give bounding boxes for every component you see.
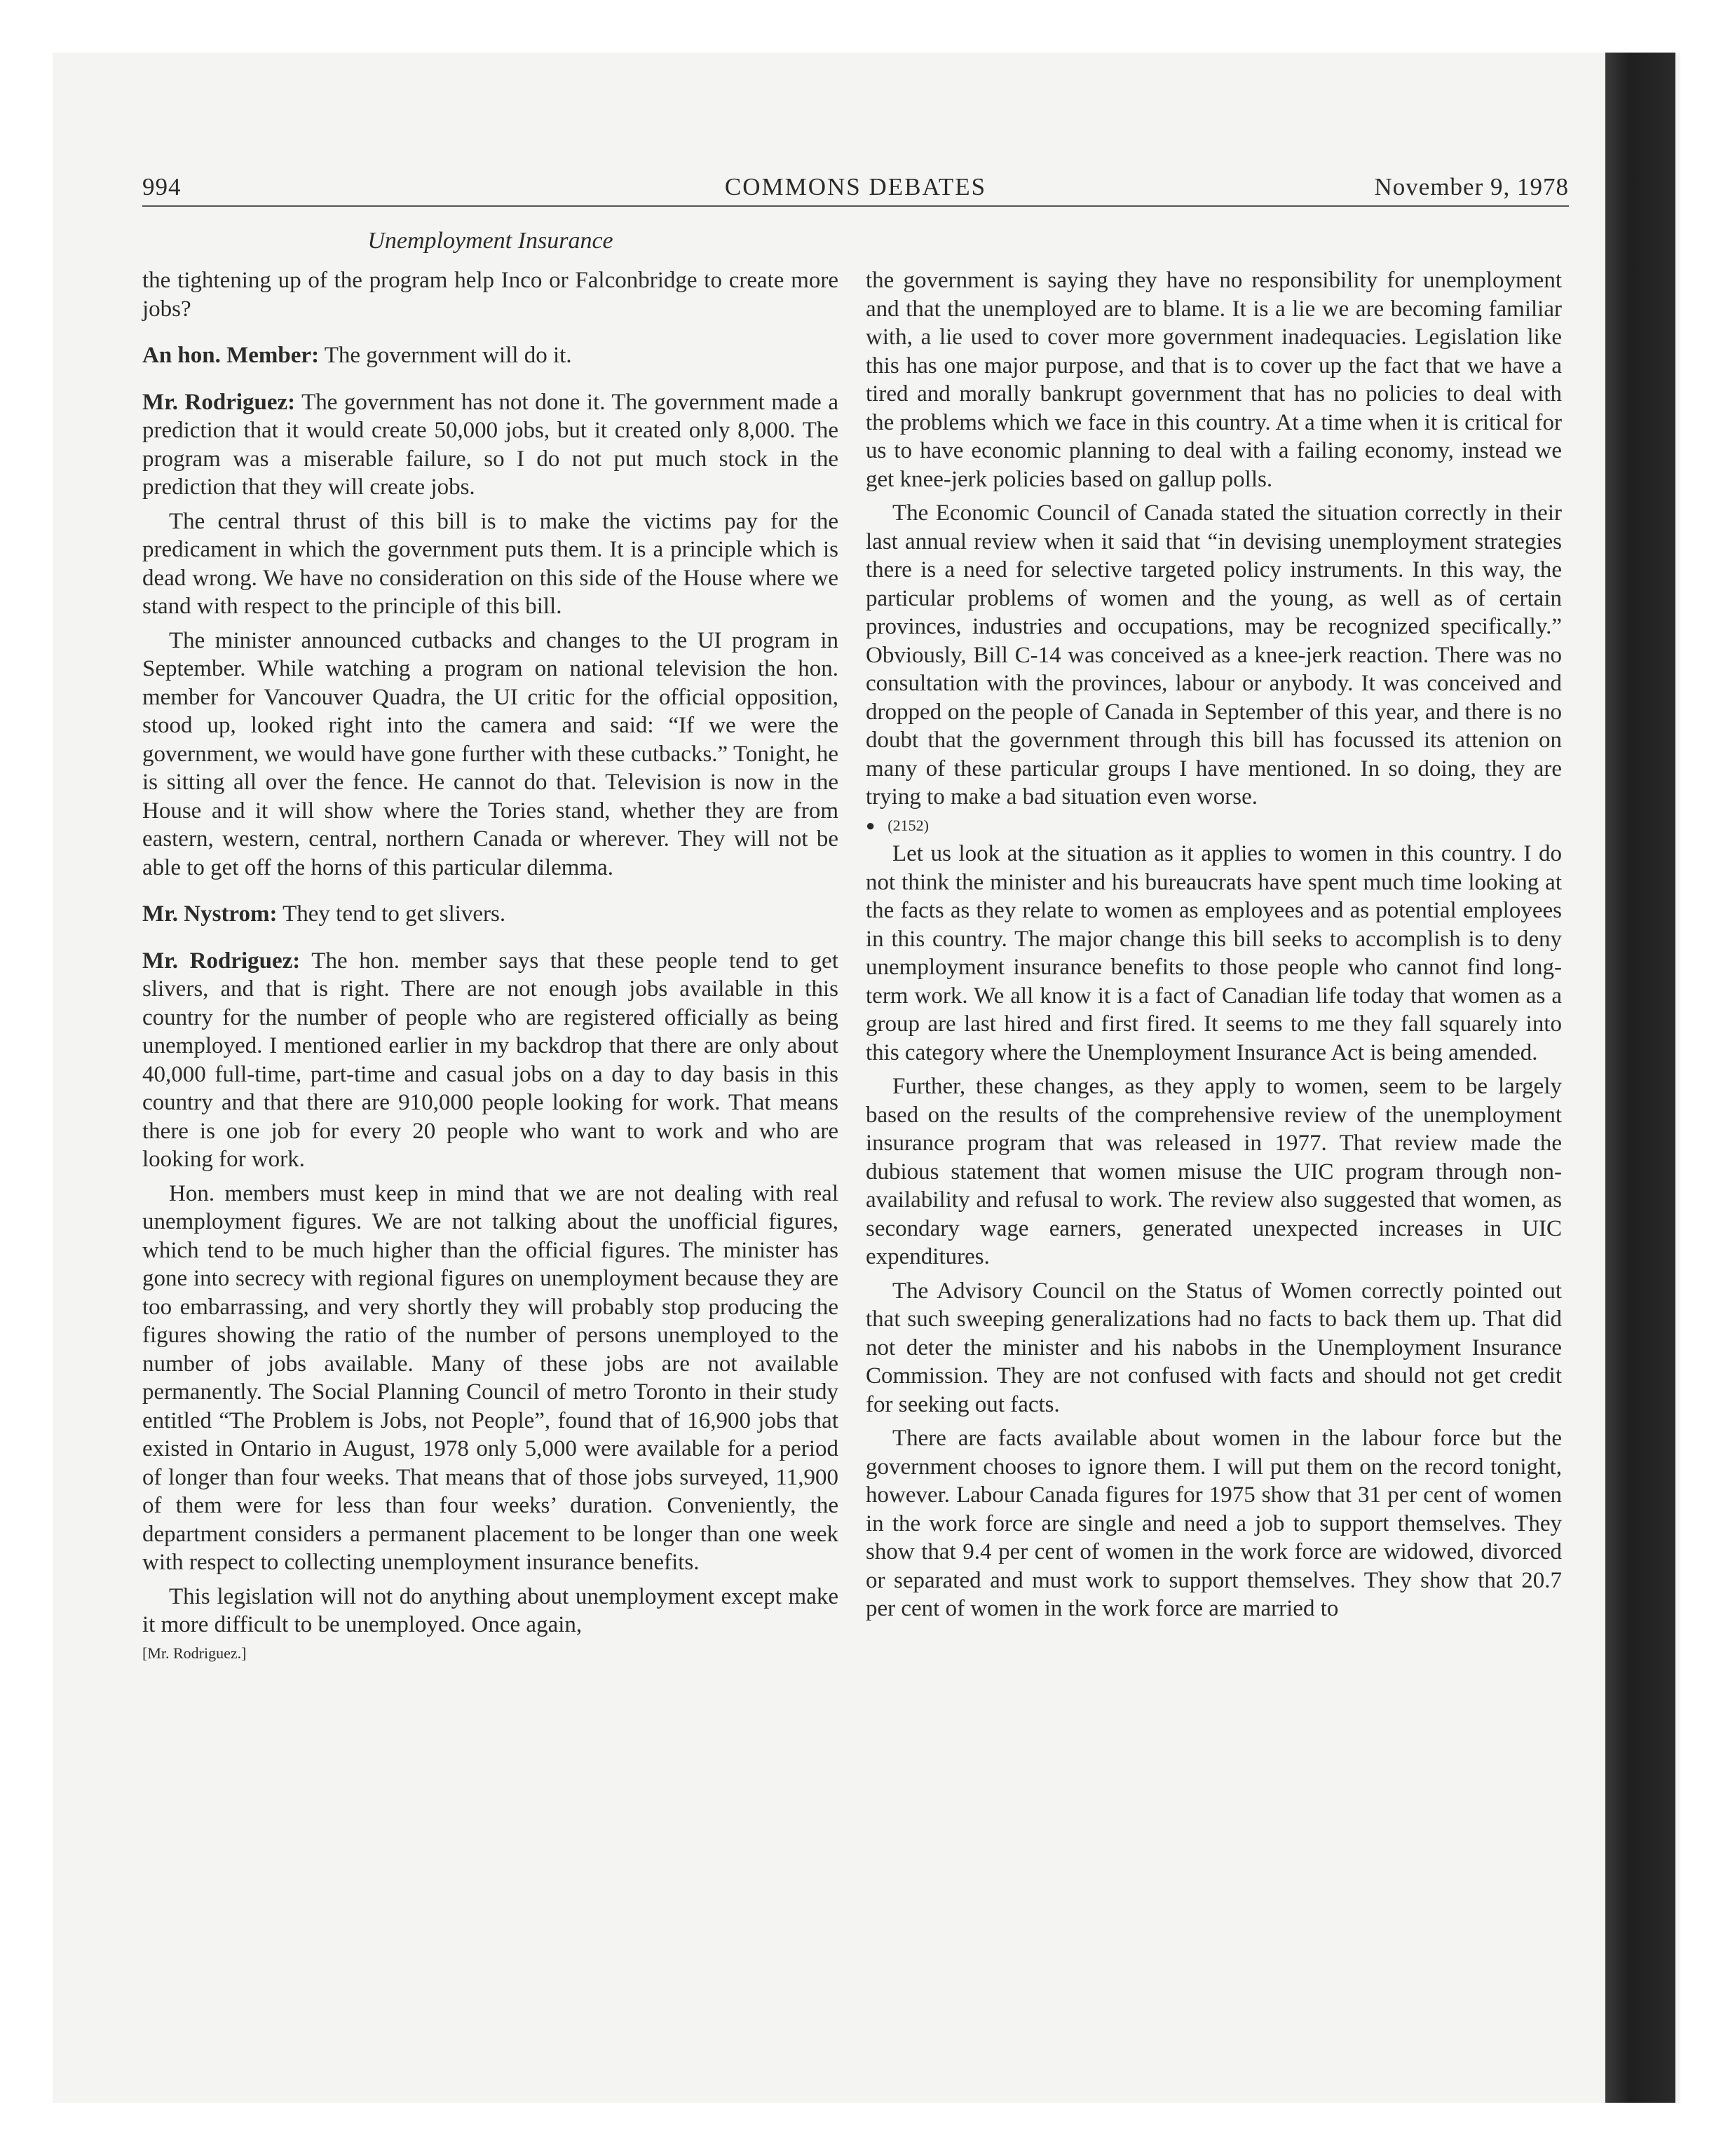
paragraph-text: the government is saying they have no responsibility for unemployment and that the unemployed are to blame. It is a lie we are becoming familiar with, a lie used to cover more government inadequacies. Legislation like this has one major purpose, and that is to cover up the fact that we have a tired and morally bankrupt government that has no policies to deal with the problems which we face in this country. At a time when it is critical for us to have economic planning to deal with a failing economy, instead we get knee-jerk policies based on gallup polls. <box>866 268 1562 492</box>
bullet-dot-icon: ● <box>866 816 876 834</box>
paragraph-text: Hon. members must keep in mind that we are not dealing with real unemployment figures. We are not talking about the unofficial figures, which tend to be much higher than the official figures. The minister has gone into secrecy with regional figures on unemployment because they are too embarrassing, and very shortly they will probably stop producing the figures showing the ratio of the number of persons unemployed to the number of jobs available. Many of these jobs are not available permanently. The Social Planning Council of metro Toronto in their study entitled “The Problem is Jobs, not People”, found that of 16,900 jobs that existed in Ontario in August, 1978 only 5,000 were available for a period of longer than four weeks. That means that of those jobs surveyed, 11,900 of them were for less than four weeks’ duration. Conveniently, the department considers a permanent placement to be longer than one week with respect to collecting unemployment insurance benefits. <box>142 1180 838 1575</box>
paragraph <box>866 1277 1562 1419</box>
paragraph-text: The government will do it. <box>319 343 572 368</box>
paragraph-text: The hon. member says that these people tend to get slivers, and that is right. There are not enough jobs available in this country for the number of people who are registered officially as being unemployed. I mentioned earlier in my backdrop that there are only about 40,000 full-time, part-time and casual jobs on a day to day basis in this country and that there are 910,000 people looking for work. That means there is one job for every 20 people who want to work and who are looking for work. <box>142 948 838 1172</box>
paragraph-text: They tend to get slivers. <box>277 901 506 927</box>
left-column <box>142 266 838 1667</box>
paragraph-text: Let us look at the situation as it applies to women in this country. I do not think the minister and his bureaucrats have spent much time looking at the facts as they relate to women as employees and as potential employees in this country. The major change this bill seeks to accomplish is to deny unemployment insurance benefits to those people who cannot find long-term work. We all know it is a fact of Canadian life today that women as a group are last hired and first fired. It seems to me they fall squarely into this category where the Unemployment Insurance Act is being amended. <box>866 841 1562 1065</box>
paragraph <box>142 1583 838 1639</box>
speaker-name: Mr. Rodriguez: <box>142 389 296 415</box>
paragraph <box>142 627 838 882</box>
paragraph-text: Further, these changes, as they apply to women, seem to be largely based on the results of the comprehensive review of the unemployment insurance program that was released in 1977. That review made the dubious statement that women misuse the UIC program through non-availability and refusal to work. The review also suggested that women, as secondary wage earners, generated unexpected increases in UIC expenditures. <box>866 1074 1562 1269</box>
paragraph-text: The Economic Council of Canada stated the situation correctly in their last annual review when it said that “in devising unemployment strategies there is a need for selective targeted policy instruments. In this way, the particular problems of women and the young, as well as of certain provinces, industries and occupations, may be recognized specifically.” Obviously, Bill C-14 was conceived as a knee-jerk reaction. There was no consultation with the provinces, labour or anybody. It was conceived and dropped on the people of Canada in September of this year, and there is no doubt that the government through this bill has focussed its attenion on many of these particular groups I have mentioned. In so doing, they are trying to make a bad situation even worse. <box>866 500 1562 810</box>
time-marker <box>866 812 1562 840</box>
paragraph <box>866 1072 1562 1271</box>
paragraph <box>142 266 838 323</box>
right-column <box>866 266 1562 1623</box>
page-number: 994 <box>142 173 182 200</box>
paragraph <box>142 341 838 370</box>
page-header <box>142 173 1569 208</box>
paragraph-text: The central thrust of this bill is to make the victims pay for the predicament in which the government puts them. It is a principle which is dead wrong. We have no consideration on this side of the House where we stand with respect to the principle of this bill. <box>142 508 838 619</box>
paragraph-text: The minister announced cutbacks and changes to the UI program in September. While watching a program on national television the hon. member for Vancouver Quadra, the UI critic for the official opposition, stood up, looked right into the camera and said: “If we were the government, we would have gone further with these cutbacks.” Tonight, he is sitting all over the fence. He cannot do that. Television is now in the House and it will show where the Tories stand, whether they are from eastern, western, central, northern Canada or wherever. They will not be able to get off the horns of this particular dilemma. <box>142 627 838 880</box>
paragraph <box>866 266 1562 493</box>
speaker-name: Mr. Nystrom: <box>142 901 278 927</box>
scan-edge-shadow <box>1605 53 1675 2103</box>
paragraph <box>866 840 1562 1067</box>
paragraph-text: The Advisory Council on the Status of Women correctly pointed out that such sweeping generalizations had no facts to back them up. That did not deter the minister and his nabobs in the Unemployment Insurance Commission. They are not confused with facts and should not get credit for seeking out facts. <box>866 1278 1562 1417</box>
publication-title: COMMONS DEBATES <box>724 173 987 200</box>
paragraph-text: This legislation will not do anything about unemployment except make it more difficult to be unemployed. Once again, <box>142 1583 838 1637</box>
paragraph <box>142 947 838 1174</box>
paragraph <box>866 1424 1562 1623</box>
speaker-name: Mr. Rodriguez: <box>142 948 301 974</box>
time-marker-text: (2152) <box>887 816 929 834</box>
paragraph <box>142 900 838 929</box>
paragraph-text: There are facts available about women in the labour force but the government chooses to ignore them. I will put them on the record tonight, however. Labour Canada figures for 1975 show that 31 per cent of women in the work force are single and need a job to support themselves. They show that 9.4 per cent of women in the work force are widowed, divorced or separated and must work to support themselves. They show that 20.7 per cent of women in the work force are married to <box>866 1426 1562 1621</box>
section-subject: Unemployment Insurance <box>367 228 613 254</box>
paragraph-text: The government has not done it. The government made a prediction that it would create 50,000 jobs, but it created only 8,000. The program was a miserable failure, so I do not put much stock in the prediction that they will create jobs. <box>142 389 838 500</box>
header-rule <box>142 205 1569 207</box>
paragraph <box>866 499 1562 812</box>
speaker-footer: [Mr. Rodriguez.] <box>142 1644 247 1662</box>
paragraph <box>142 1180 838 1577</box>
paragraph <box>142 507 838 621</box>
paragraph-text: the tightening up of the program help Inco or Falconbridge to create more jobs? <box>142 268 838 322</box>
paragraph <box>142 388 838 502</box>
speaker-name: An hon. Member: <box>142 343 320 368</box>
publication-date: November 9, 1978 <box>1374 173 1569 200</box>
